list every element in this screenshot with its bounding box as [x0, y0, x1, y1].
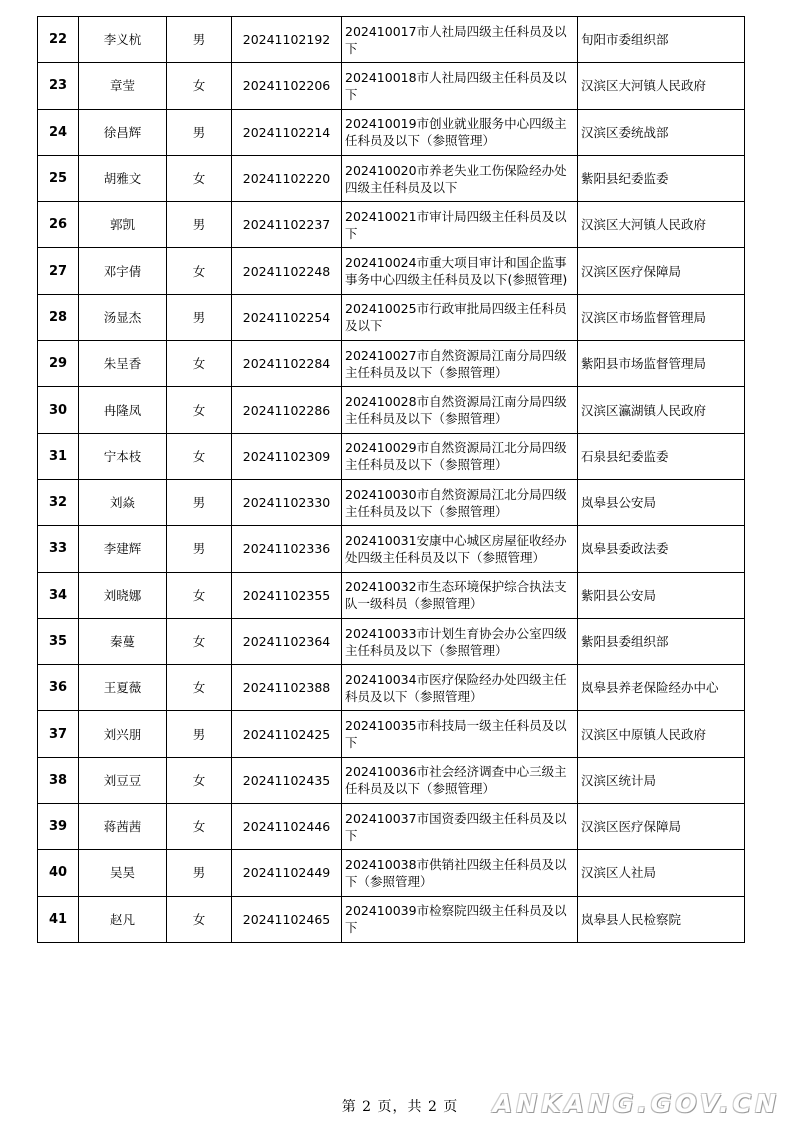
- candidate-name: 刘焱: [79, 479, 167, 525]
- exam-ticket-number: 20241102364: [232, 618, 342, 664]
- row-number: 38: [38, 757, 79, 803]
- exam-ticket-number: 20241102330: [232, 479, 342, 525]
- position-applied: 202410032市生态环境保护综合执法支队一级科员（参照管理）: [342, 572, 578, 618]
- site-watermark: ANKANG.GOV.CN: [492, 1089, 780, 1118]
- candidate-gender: 女: [167, 155, 232, 201]
- candidate-name: 李建辉: [79, 526, 167, 572]
- candidate-gender: 男: [167, 109, 232, 155]
- candidate-gender: 女: [167, 433, 232, 479]
- position-applied: 202410035市科技局一级主任科员及以下: [342, 711, 578, 757]
- current-employer: 紫阳县纪委监委: [578, 155, 745, 201]
- row-number: 27: [38, 248, 79, 294]
- candidate-gender: 男: [167, 526, 232, 572]
- table-row: [38, 572, 745, 618]
- row-number: 33: [38, 526, 79, 572]
- current-employer: 紫阳县公安局: [578, 572, 745, 618]
- current-employer: 汉滨区市场监督管理局: [578, 294, 745, 340]
- row-number: 40: [38, 850, 79, 896]
- current-employer: 紫阳县市场监督管理局: [578, 341, 745, 387]
- candidate-gender: 女: [167, 665, 232, 711]
- row-number: 25: [38, 155, 79, 201]
- position-applied: 202410039市检察院四级主任科员及以下: [342, 896, 578, 942]
- candidate-name: 秦蔓: [79, 618, 167, 664]
- exam-ticket-number: 20241102309: [232, 433, 342, 479]
- current-employer: 旬阳市委组织部: [578, 17, 745, 63]
- page-footer: 第 2 页，共 2 页: [341, 1099, 459, 1115]
- exam-ticket-number: 20241102355: [232, 572, 342, 618]
- candidate-gender: 男: [167, 17, 232, 63]
- table-row: [38, 804, 745, 850]
- position-applied: 202410018市人社局四级主任科员及以下: [342, 63, 578, 109]
- current-employer: 紫阳县委组织部: [578, 618, 745, 664]
- current-employer: 岚皋县人民检察院: [578, 896, 745, 942]
- position-applied: 202410037市国资委四级主任科员及以下: [342, 804, 578, 850]
- position-applied: 202410033市计划生育协会办公室四级主任科员及以下（参照管理）: [342, 618, 578, 664]
- row-number: 30: [38, 387, 79, 433]
- candidate-name: 胡雅文: [79, 155, 167, 201]
- position-applied: 202410038市供销社四级主任科员及以下（参照管理）: [342, 850, 578, 896]
- exam-ticket-number: 20241102254: [232, 294, 342, 340]
- candidate-gender: 男: [167, 479, 232, 525]
- position-applied: 202410029市自然资源局江北分局四级主任科员及以下（参照管理）: [342, 433, 578, 479]
- candidate-name: 郭凯: [79, 202, 167, 248]
- candidate-name: 宁本枝: [79, 433, 167, 479]
- position-applied: 202410025市行政审批局四级主任科员及以下: [342, 294, 578, 340]
- current-employer: 岚皋县公安局: [578, 479, 745, 525]
- row-number: 34: [38, 572, 79, 618]
- row-number: 37: [38, 711, 79, 757]
- row-number: 41: [38, 896, 79, 942]
- exam-ticket-number: 20241102214: [232, 109, 342, 155]
- table-row: [38, 433, 745, 479]
- candidate-name: 赵凡: [79, 896, 167, 942]
- candidate-name: 李义杭: [79, 17, 167, 63]
- exam-ticket-number: 20241102284: [232, 341, 342, 387]
- candidate-name: 章莹: [79, 63, 167, 109]
- position-applied: 202410024市重大项目审计和国企监事事务中心四级主任科员及以下(参照管理): [342, 248, 578, 294]
- candidate-table: [37, 16, 745, 943]
- table-row: [38, 109, 745, 155]
- candidate-gender: 女: [167, 757, 232, 803]
- current-employer: 石泉县纪委监委: [578, 433, 745, 479]
- row-number: 29: [38, 341, 79, 387]
- position-applied: 202410020市养老失业工伤保险经办处四级主任科员及以下: [342, 155, 578, 201]
- current-employer: 汉滨区医疗保障局: [578, 248, 745, 294]
- exam-ticket-number: 20241102336: [232, 526, 342, 572]
- candidate-name: 刘晓娜: [79, 572, 167, 618]
- candidate-gender: 女: [167, 572, 232, 618]
- exam-ticket-number: 20241102248: [232, 248, 342, 294]
- table-body: [38, 17, 745, 943]
- row-number: 31: [38, 433, 79, 479]
- candidate-name: 蒋茜茜: [79, 804, 167, 850]
- position-applied: 202410021市审计局四级主任科员及以下: [342, 202, 578, 248]
- table-row: [38, 248, 745, 294]
- position-applied: 202410030市自然资源局江北分局四级主任科员及以下（参照管理）: [342, 479, 578, 525]
- current-employer: 汉滨区统计局: [578, 757, 745, 803]
- candidate-gender: 女: [167, 248, 232, 294]
- position-applied: 202410031安康中心城区房屋征收经办处四级主任科员及以下（参照管理）: [342, 526, 578, 572]
- row-number: 28: [38, 294, 79, 340]
- position-applied: 202410028市自然资源局江南分局四级主任科员及以下（参照管理）: [342, 387, 578, 433]
- current-employer: 汉滨区人社局: [578, 850, 745, 896]
- table-row: [38, 526, 745, 572]
- position-applied: 202410017市人社局四级主任科员及以下: [342, 17, 578, 63]
- exam-ticket-number: 20241102449: [232, 850, 342, 896]
- table-row: [38, 618, 745, 664]
- row-number: 32: [38, 479, 79, 525]
- position-applied: 202410034市医疗保险经办处四级主任科员及以下（参照管理）: [342, 665, 578, 711]
- exam-ticket-number: 20241102237: [232, 202, 342, 248]
- exam-ticket-number: 20241102206: [232, 63, 342, 109]
- row-number: 24: [38, 109, 79, 155]
- candidate-gender: 男: [167, 711, 232, 757]
- position-applied: 202410036市社会经济调查中心三级主任科员及以下（参照管理）: [342, 757, 578, 803]
- candidate-gender: 女: [167, 896, 232, 942]
- current-employer: 岚皋县委政法委: [578, 526, 745, 572]
- current-employer: 汉滨区大河镇人民政府: [578, 202, 745, 248]
- table-row: [38, 155, 745, 201]
- exam-ticket-number: 20241102220: [232, 155, 342, 201]
- candidate-gender: 男: [167, 850, 232, 896]
- row-number: 36: [38, 665, 79, 711]
- exam-ticket-number: 20241102192: [232, 17, 342, 63]
- position-applied: 202410027市自然资源局江南分局四级主任科员及以下（参照管理）: [342, 341, 578, 387]
- table-row: [38, 850, 745, 896]
- candidate-gender: 女: [167, 804, 232, 850]
- row-number: 39: [38, 804, 79, 850]
- candidate-name: 王夏薇: [79, 665, 167, 711]
- current-employer: 汉滨区大河镇人民政府: [578, 63, 745, 109]
- current-employer: 汉滨区医疗保障局: [578, 804, 745, 850]
- candidate-name: 刘兴朋: [79, 711, 167, 757]
- current-employer: 汉滨区中原镇人民政府: [578, 711, 745, 757]
- candidate-gender: 女: [167, 63, 232, 109]
- exam-ticket-number: 20241102446: [232, 804, 342, 850]
- candidate-gender: 男: [167, 294, 232, 340]
- row-number: 22: [38, 17, 79, 63]
- table-row: [38, 202, 745, 248]
- table-row: [38, 17, 745, 63]
- exam-ticket-number: 20241102435: [232, 757, 342, 803]
- candidate-name: 徐昌辉: [79, 109, 167, 155]
- exam-ticket-number: 20241102388: [232, 665, 342, 711]
- candidate-name: 吴昊: [79, 850, 167, 896]
- candidate-name: 刘豆豆: [79, 757, 167, 803]
- table-row: [38, 711, 745, 757]
- table-row: [38, 294, 745, 340]
- candidate-name: 朱呈香: [79, 341, 167, 387]
- candidate-name: 冉隆凤: [79, 387, 167, 433]
- current-employer: 汉滨区委统战部: [578, 109, 745, 155]
- exam-ticket-number: 20241102465: [232, 896, 342, 942]
- exam-ticket-number: 20241102286: [232, 387, 342, 433]
- exam-ticket-number: 20241102425: [232, 711, 342, 757]
- table-row: [38, 63, 745, 109]
- row-number: 23: [38, 63, 79, 109]
- row-number: 35: [38, 618, 79, 664]
- row-number: 26: [38, 202, 79, 248]
- table-row: [38, 896, 745, 942]
- candidate-gender: 女: [167, 341, 232, 387]
- candidate-name: 邓宇倩: [79, 248, 167, 294]
- candidate-gender: 男: [167, 202, 232, 248]
- table-row: [38, 757, 745, 803]
- table-row: [38, 665, 745, 711]
- current-employer: 岚皋县养老保险经办中心: [578, 665, 745, 711]
- table-row: [38, 479, 745, 525]
- candidate-gender: 女: [167, 387, 232, 433]
- current-employer: 汉滨区瀛湖镇人民政府: [578, 387, 745, 433]
- table-row: [38, 341, 745, 387]
- table-row: [38, 387, 745, 433]
- candidate-gender: 女: [167, 618, 232, 664]
- candidate-name: 汤显杰: [79, 294, 167, 340]
- position-applied: 202410019市创业就业服务中心四级主任科员及以下（参照管理）: [342, 109, 578, 155]
